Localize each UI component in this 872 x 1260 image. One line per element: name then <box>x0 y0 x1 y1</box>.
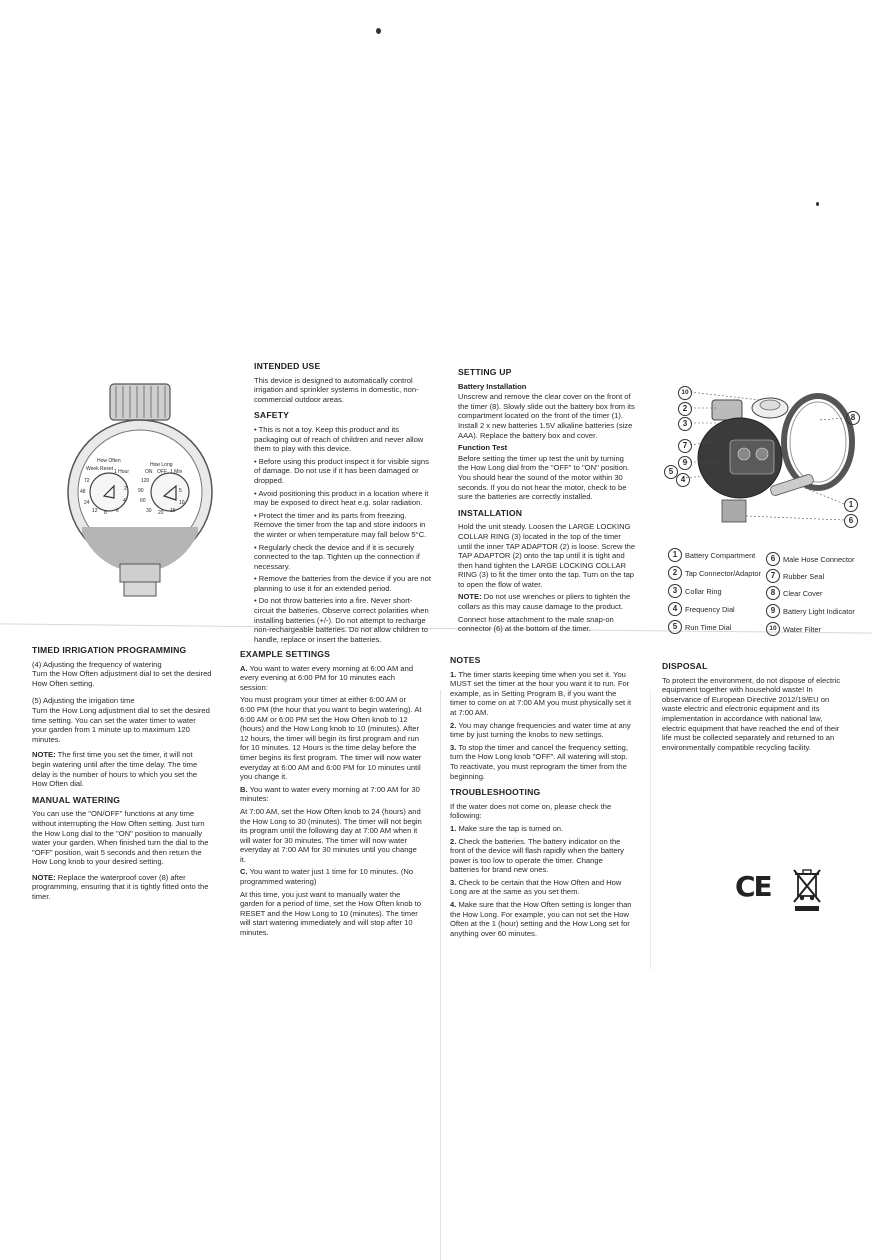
parts-diagram <box>660 380 870 530</box>
troubleshooting-intro: If the water does not come on, please check the following: <box>450 801 612 821</box>
timed-note <box>32 750 212 788</box>
legend-item <box>766 586 822 600</box>
legend-item <box>668 602 735 616</box>
setting-up-heading: SETTING UP <box>458 367 512 377</box>
legend-label: Frequency Dial <box>685 604 735 614</box>
safety-item: • Do not throw batteries into a fire. Never short-circuit the batteries. Observe correct polarities when installing batteries (+/-). Do not attempt to recharge non-rechargeable batteries. Do not allow children to handle, replace or insert the batteries. <box>254 596 429 644</box>
installation-note <box>458 592 636 611</box>
example-a-label: A. <box>240 663 248 673</box>
ink-speck <box>376 28 381 34</box>
legend-label: Tap Connector/Adaptor <box>685 568 762 578</box>
legend-label: Rubber Seal <box>783 571 825 581</box>
legend-number: 8 <box>766 586 780 600</box>
example-a-question-text: You want to water every morning at 6:00 AM and every evening at 6:00 PM for 10 minutes each session: <box>240 663 414 692</box>
troubleshooting-item <box>450 824 632 834</box>
note-number: 1. <box>450 669 457 679</box>
safety-item: • This is not a toy. Keep this product and its packaging out of reach of children and never allow them to play with this device. <box>254 424 424 454</box>
note-item <box>450 721 632 740</box>
frequency-text: Turn the How Often adjustment dial to set the desired How Often setting. <box>32 669 212 688</box>
legend-label: Male Hose Connector <box>783 554 855 564</box>
dial-label-off: OFF <box>157 469 167 475</box>
note-number: 2. <box>450 720 457 730</box>
weee-bin-icon <box>790 866 824 912</box>
troubleshooting-text: Check to be certain that the How Often and How Long are at the same as you set them. <box>450 877 622 897</box>
safety-item: • Regularly check the device and if it is securely connected to the tap. Tighten up the connection if necessary. <box>254 542 420 571</box>
callout-5: 5 <box>664 465 678 479</box>
dial-tick: 120 <box>141 478 150 484</box>
troubleshooting-text: Check the batteries. The battery indicator on the front of the device will flash rapidly when the battery power is too low to operate the timer. Change batteries for brand new ones. <box>450 836 624 875</box>
irrigation-time-text: Turn the How Long adjustment dial to set the desired time setting. You can set the water timer to water your garden from 1 minute up to maximum 120 minutes. <box>32 705 210 744</box>
troubleshooting-heading: TROUBLESHOOTING <box>450 787 541 798</box>
installation-connect-text: Connect hose attachment to the male snap-on connector (6) at the bottom of the timer. <box>458 614 614 634</box>
troubleshooting-item <box>450 837 632 875</box>
troubleshooting-number: 3. <box>450 877 457 887</box>
callout-9: 9 <box>678 456 692 470</box>
dial-label-hour: 1 Hour <box>114 469 130 475</box>
example-settings-column <box>240 650 422 941</box>
troubleshooting-number: 4. <box>450 900 457 910</box>
example-c-question <box>240 867 422 886</box>
example-c-label: C. <box>240 867 248 877</box>
legend-label: Run Time Dial <box>685 622 732 632</box>
example-settings-heading: EXAMPLE SETTINGS <box>240 649 331 659</box>
legend-label: Clear Cover <box>783 588 823 598</box>
dial-tick: 8 <box>104 510 107 516</box>
legend-number: 3 <box>668 584 682 598</box>
legend-item <box>766 622 821 636</box>
notes-column <box>450 656 632 941</box>
legend-item <box>668 620 731 634</box>
ink-speck <box>816 202 819 206</box>
dial-label-min: 1 Min <box>170 469 183 475</box>
legend-number: 5 <box>668 620 682 634</box>
note-label: NOTE: <box>32 872 56 882</box>
note-number: 3. <box>450 742 457 752</box>
legend-item <box>766 604 855 618</box>
timed-irrigation-column <box>32 646 212 905</box>
battery-installation-heading: Battery Installation <box>458 381 527 391</box>
note-text: Replace the waterproof cover (8) after programming, ensuring that it is tightly fitted onto the timer. <box>32 872 209 902</box>
callout-1: 1 <box>844 498 858 512</box>
legend-number: 6 <box>766 552 780 566</box>
dial-label-how-long: How Long <box>150 462 173 468</box>
irrigation-time-heading: (5) Adjusting the irrigation time <box>32 696 135 706</box>
dial-tick: 60 <box>140 498 146 504</box>
note-label: NOTE: <box>458 592 482 602</box>
disposal-column <box>662 662 846 755</box>
legend-number: 10 <box>766 622 780 636</box>
callout-3: 3 <box>678 417 692 431</box>
safety-item: • Avoid positioning this product in a location where it may be exposed to direct heat e.g. solar radiation. <box>254 488 429 508</box>
troubleshooting-text: Make sure that the How Often setting is longer than the How Long. For example, you can not set the How Often at the 1 (hour) setting and the How Long set for anything over 60 minutes. <box>450 900 632 938</box>
notes-heading: NOTES <box>450 655 481 665</box>
dial-tick: 24 <box>84 500 90 506</box>
legend-item <box>668 566 761 580</box>
callout-2: 2 <box>678 402 692 416</box>
manual-watering-heading: MANUAL WATERING <box>32 794 121 805</box>
callout-8: 8 <box>846 411 860 425</box>
legend-label: Water Filter <box>783 624 821 634</box>
note-label: NOTE: <box>32 750 56 760</box>
example-b-question <box>240 785 422 804</box>
battery-installation-text: Unscrew and remove the clear cover on the front of the timer (8). Slowly slide out the battery box from its compartment located on the front of the timer (1). Install 2 x new batteries 1.5V alkaline batteries (size AAA). Replace the battery box and cover. <box>458 392 635 440</box>
dial-tick: 10 <box>179 500 185 506</box>
dial-label-how-often: How Often <box>97 458 121 464</box>
example-c-text: At this time, you just want to manually water the garden for a period of time, set the How Often knob to RESET and the How Long to 10 (minutes). The timer will start watering immediately and will stop after 10 minutes. <box>240 889 422 938</box>
troubleshooting-number: 1. <box>450 823 457 833</box>
callout-4: 4 <box>676 473 690 487</box>
dial-tick: 12 <box>92 508 98 514</box>
note-item-text: To stop the timer and cancel the frequency setting, turn the How Long knob "OFF". All watering will stop. To reactivate, you must reprogram the timer from the beginning. <box>450 742 629 781</box>
intended-use-heading: INTENDED USE <box>254 361 321 371</box>
example-b-question-text: You want to water every morning at 7:00 AM for 30 minutes: <box>240 784 420 804</box>
legend-item <box>766 552 854 566</box>
ce-mark: CE <box>735 870 771 903</box>
example-a-text: You must program your timer at either 6:00 AM or 6:00 PM (the hour that you want to begin watering). At 6:00 AM or 6:00 PM set the How Often knob to 12 (hours) and the How Long knob to 10 (minutes). After 12 hours, the timer will begin its first program and run for 10 minutes. 12 Hours is the time delay before the timer begins its first program. The timer will now water everyday at 6:00 AM and 6:00 PM for 10 minutes until you change it. <box>240 695 422 782</box>
legend-item <box>668 584 722 598</box>
dial-label-week: Week <box>86 466 99 472</box>
troubleshooting-number: 2. <box>450 836 457 846</box>
fold-line <box>440 690 441 1260</box>
safety-item: • Protect the timer and its parts from freezing. Remove the timer from the tap and store indoors in the winter or when temperature may fall below 5°C. <box>254 510 427 539</box>
legend-number: 7 <box>766 569 780 583</box>
dial-tick: 4 <box>123 498 126 504</box>
troubleshooting-item <box>450 878 632 897</box>
callout-7: 7 <box>678 439 692 453</box>
dial-tick: 2 <box>124 486 127 492</box>
frequency-heading: (4) Adjusting the frequency of watering <box>32 659 162 669</box>
dial-tick: 15 <box>170 508 176 514</box>
legend-number: 4 <box>668 602 682 616</box>
example-b-text: At 7:00 AM, set the How Often knob to 24 (hours) and the How Long to 30 (minutes). The timer will not begin its program until the following day at 7:00 AM when it will water for 30 minutes. The timer will now water everyday at 7:00 AM for 30 minutes until you change it. <box>240 806 422 864</box>
legend-item <box>766 569 824 583</box>
disposal-heading: DISPOSAL <box>662 661 708 671</box>
troubleshooting-text: Make sure the tap is turned on. <box>456 823 564 833</box>
troubleshooting-item <box>450 900 632 938</box>
dial-tick: 30 <box>146 508 152 514</box>
installation-text: Hold the unit steady. Loosen the LARGE LOCKING COLLAR RING (3) located in the top of the timer until the inner TAP ADAPTOR (2) is loose. Screw the TAP ADAPTOR (2) onto the tap until it is tight and then hand tighten the LARGE LOCKING COLLAR RING (3) to fit the timer onto the tap. Turn on the tap to open the flow of water. <box>458 522 636 589</box>
legend-label: Collar Ring <box>685 586 722 596</box>
function-test-text: Before setting the timer up test the unit by turning the How Long dial from the "OFF" to "ON" position. You should hear the sound of the motor within 30 seconds. If you do not hear the motor, check to be sure the batteries are correctly installed. <box>458 453 630 502</box>
example-c-question-text: You want to water just 1 time for 10 minutes. (No programmed watering) <box>240 867 414 887</box>
timed-irrigation-heading: TIMED IRRIGATION PROGRAMMING <box>32 645 187 655</box>
example-b-label: B. <box>240 784 248 794</box>
legend-number: 1 <box>668 548 682 562</box>
note-item <box>450 670 632 718</box>
manual-watering-text: You can use the "ON/OFF" functions at any time without interrupting the How Often setting. Just turn the How Long dial to the "ON" position to manually water your garden. When finished turn the dial to the "OFF" position, wait 5 seconds and then return the How Long knob to your desired setting. <box>32 809 209 867</box>
dial-tick: 6 <box>116 508 119 514</box>
function-test-heading: Function Test <box>458 443 508 453</box>
dial-label-on: ON <box>145 469 153 475</box>
callout-6: 6 <box>844 514 858 528</box>
note-item-text: The timer starts keeping time when you set it. You MUST set the timer at the hour you want it to run. For example, as in Setting Program B, if you want the timer to come on at 7:00 AM you must physically set it at 7:00 AM. <box>450 669 632 717</box>
note-text: Do not use wrenches or pliers to tighten the collars as this may cause damage to the product. <box>458 592 631 612</box>
legend-label: Battery Light Indicator <box>783 606 855 616</box>
legend-label: Battery Compartment <box>685 550 756 560</box>
legend-number: 2 <box>668 566 682 580</box>
disposal-text: To protect the environment, do not dispose of electric equipment together with household waste! In observance of European Directive 2012/19/EU on waste electric and electronic equipment and its implementation in accordance with national law, electric equipment that have reached the end of their life must be collected separately and returned to an environmentally compatible recycling facility. <box>662 675 841 752</box>
parts-legend <box>668 548 868 638</box>
note-item <box>450 743 632 781</box>
dial-tick: 48 <box>80 489 86 495</box>
safety-heading: SAFETY <box>254 410 290 421</box>
callout-10: 10 <box>678 386 692 400</box>
intended-use-text: This device is designed to automatically control irrigation and sprinkler systems in domestic, non-commercial outdoor areas. <box>254 375 419 404</box>
safety-item: • Remove the batteries from the device if you are not planning to use it for an extended period. <box>254 574 431 593</box>
manual-note <box>32 873 212 902</box>
dial-tick: 5 <box>179 488 182 494</box>
note-text: The first time you set the timer, it will not begin watering until after the time delay. The time delay is the number of hours to which you set the How Often dial. <box>32 750 198 789</box>
dial-tick: 90 <box>138 488 144 494</box>
dial-tick: 20 <box>158 510 164 516</box>
dial-tick: 72 <box>84 478 90 484</box>
example-a-question <box>240 664 422 693</box>
note-item-text: You may change frequencies and water time at any time by just turning the knobs to new settings. <box>450 720 631 740</box>
fold-line <box>650 690 651 970</box>
installation-heading: INSTALLATION <box>458 507 523 518</box>
legend-item <box>668 548 755 562</box>
dial-label-reset: Reset <box>100 466 114 472</box>
intended-use-safety-column <box>254 362 432 647</box>
safety-item: • Before using this product inspect it for visible signs of damage. Do not use if it has been damaged or dropped. <box>254 456 429 485</box>
legend-number: 9 <box>766 604 780 618</box>
setting-up-column <box>458 368 636 637</box>
